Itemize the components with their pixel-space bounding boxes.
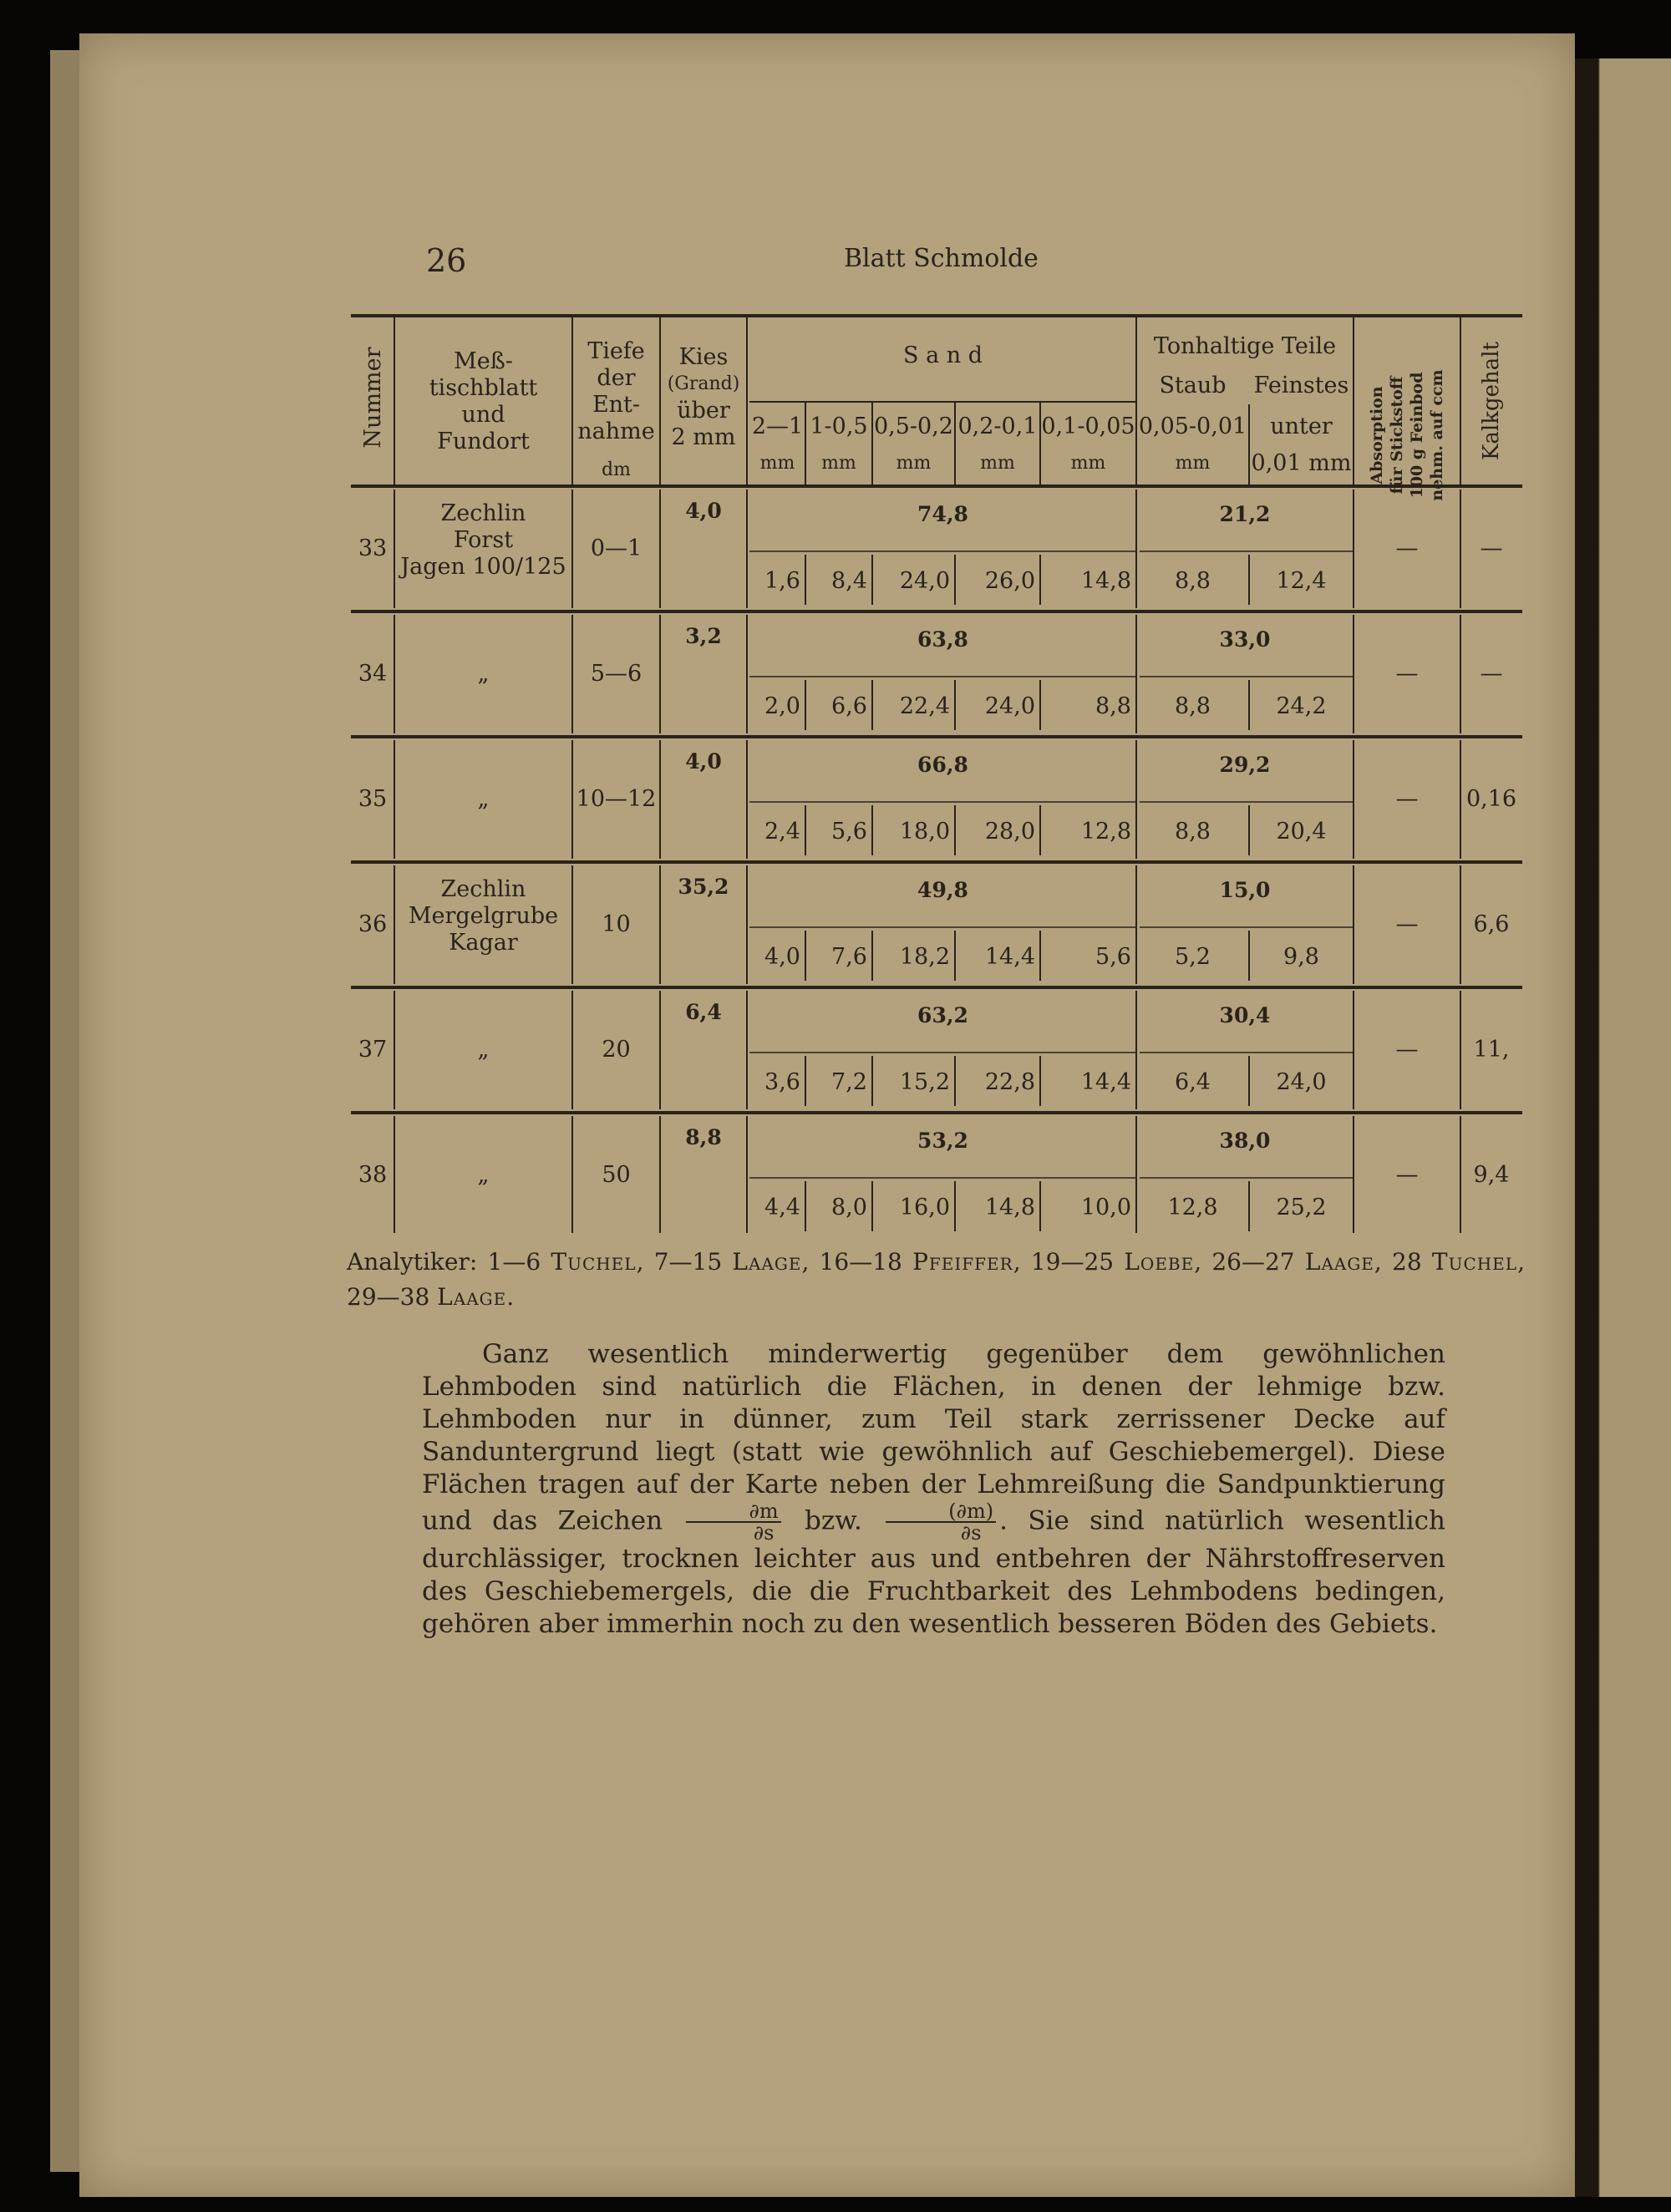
header-feinstes-unter: unter	[1270, 413, 1333, 439]
row-sand-value: 7,2	[831, 1069, 867, 1095]
header-sand-fraction: 0,5-0,2	[873, 413, 953, 439]
paragraph-text-a: Ganz wesentlich minderwertig gegenüber dem gewöhnlichen Lehmboden sind natürlich die Flächen, in denen der lehmige bzw. Lehmboden nur in dünner, zum Teil stark zerrissener Decke auf Sanduntergrund liegt (statt wie gewöhnlich auf Geschiebemergel). Diese Flächen tragen auf der Karte neben der Lehmreißung die Sandpunktierung und das Zeichen	[422, 1339, 1445, 1536]
row-fundort-line: Zechlin	[440, 876, 526, 902]
row-fundort: „	[477, 1037, 490, 1063]
fraction-denominator: ∂s	[960, 1521, 982, 1545]
row-staub-value: 8,8	[1175, 819, 1211, 845]
header-unit-mm: mm	[821, 453, 856, 474]
analyst-name: Tuchel	[551, 1248, 637, 1276]
header-nummer: Nummer	[359, 347, 386, 449]
row-staub-value: 5,2	[1175, 944, 1211, 970]
row-fundort-line: Mergelgrube	[408, 903, 559, 929]
row-sand-value: 5,6	[1095, 944, 1131, 970]
analyst-name: Laage	[732, 1248, 802, 1276]
fraction-numerator: (∂m)	[886, 1501, 996, 1523]
row-sand-value: 2,4	[764, 819, 800, 845]
row-sand-value: 3,6	[764, 1069, 800, 1095]
header-tiefe-line: der	[597, 365, 636, 391]
header-fundort-line: Meß-	[454, 348, 513, 374]
analysts-range: , 16—18	[801, 1248, 902, 1276]
row-sand-value: 8,8	[1095, 693, 1131, 719]
row-sand-total: 49,8	[917, 878, 968, 902]
row-kalkgehalt: —	[1480, 535, 1503, 561]
row-fundort: „	[477, 786, 490, 812]
analysts-range: .	[506, 1283, 515, 1311]
header-kies-line: 2 mm	[671, 424, 736, 450]
row-ton-total: 29,2	[1219, 753, 1271, 777]
row-kies: 3,2	[685, 624, 722, 648]
row-sand-value: 10,0	[1080, 1195, 1131, 1220]
row-sand-value: 8,4	[831, 568, 867, 594]
header-sand-fraction: 2—1	[751, 413, 804, 439]
row-sand-value: 18,0	[899, 819, 950, 845]
fraction-denominator: ∂s	[753, 1521, 775, 1545]
row-absorption: —	[1395, 535, 1419, 561]
header-sand-fraction: 0,2-0,1	[957, 413, 1038, 439]
row-fundort: „	[477, 1162, 490, 1188]
analyst-name: Laage	[437, 1283, 507, 1311]
row-sand-value: 7,6	[831, 944, 867, 970]
header-absorption-line: nehm. auf ccm	[1428, 369, 1446, 501]
row-ton-total: 15,0	[1219, 878, 1271, 902]
row-sand-total: 74,8	[917, 502, 968, 526]
row-sand-value: 24,0	[984, 693, 1035, 719]
header-kalkgehalt: Kalkgehalt	[1479, 341, 1504, 461]
analysts-range: , 19—25	[1013, 1248, 1115, 1276]
analysts-note	[347, 1245, 1525, 1315]
row-sand-value: 2,0	[764, 693, 800, 719]
header-tiefe-line: nahme	[577, 419, 655, 444]
row-tiefe: 5—6	[590, 661, 642, 687]
row-sand-total: 63,8	[917, 627, 968, 652]
analysts-range: , 7—15	[636, 1248, 723, 1276]
header-fundort	[394, 322, 572, 481]
row-ton-total: 38,0	[1219, 1129, 1271, 1153]
row-feinstes-value: 12,4	[1276, 568, 1327, 594]
header-tiefe-unit: dm	[602, 459, 631, 480]
row-absorption: —	[1395, 786, 1419, 812]
row-sand-value: 4,4	[764, 1195, 800, 1220]
row-sand-value: 1,6	[764, 568, 800, 594]
row-sand-value: 28,0	[984, 819, 1035, 845]
analysts-label: Analytiker:	[347, 1248, 478, 1276]
row-tiefe: 10	[602, 911, 631, 937]
header-feinstes-size: 0,01 mm	[1251, 450, 1352, 476]
row-fundort-line: Zechlin	[440, 500, 526, 526]
row-kies: 6,4	[685, 1000, 722, 1024]
analyst-name: Pfeiffer	[912, 1248, 1013, 1276]
row-fundort	[394, 495, 572, 586]
header-fundort-line: und	[461, 402, 505, 428]
header-unit-mm: mm	[896, 453, 932, 474]
header-tiefe-line: Tiefe	[587, 338, 645, 364]
row-sand-value: 22,4	[899, 693, 950, 719]
row-feinstes-value: 20,4	[1276, 819, 1327, 845]
row-staub-value: 8,8	[1175, 693, 1211, 719]
row-kies: 35,2	[678, 875, 729, 899]
facing-page-edge	[1575, 58, 1671, 2197]
row-kalkgehalt: 9,4	[1473, 1162, 1510, 1188]
row-sand-value: 16,0	[899, 1195, 950, 1220]
row-sand-value: 4,0	[764, 944, 800, 970]
analysts-range: , 26—27	[1194, 1248, 1295, 1276]
row-feinstes-value: 25,2	[1276, 1195, 1327, 1220]
row-fundort-line: Kagar	[449, 930, 518, 956]
row-absorption: —	[1395, 661, 1419, 687]
row-absorption: —	[1395, 1162, 1419, 1188]
row-tiefe: 0—1	[590, 535, 642, 561]
header-kies	[660, 322, 747, 473]
header-sand: S a n d	[902, 342, 983, 368]
header-absorption-line: Absorption	[1368, 386, 1386, 485]
symbol-fraction-dm-ds	[686, 1501, 780, 1543]
running-title: Blatt Schmolde	[844, 244, 1039, 273]
row-nummer: 33	[358, 535, 388, 561]
row-sand-value: 14,8	[984, 1195, 1035, 1220]
analysts-range: , 28	[1374, 1248, 1422, 1276]
row-absorption: —	[1395, 1037, 1419, 1063]
header-tonhaltige-teile: Tonhaltige Teile	[1153, 333, 1337, 359]
row-kies: 4,0	[685, 499, 722, 523]
row-kalkgehalt: 0,16	[1465, 786, 1517, 812]
row-nummer: 37	[358, 1037, 388, 1063]
header-fundort-line: tischblatt	[429, 375, 538, 401]
body-paragraph	[422, 1338, 1445, 1641]
analysts-range: 1—6	[487, 1248, 541, 1276]
row-feinstes-value: 9,8	[1283, 944, 1319, 970]
analysts-range: , 29—38	[347, 1248, 1525, 1311]
row-ton-total: 33,0	[1219, 627, 1271, 652]
header-fundort-line: Fundort	[437, 429, 530, 454]
soil-analysis-table	[351, 314, 1522, 1233]
row-sand-value: 12,8	[1080, 819, 1131, 845]
header-kies-line: Kies	[678, 344, 729, 370]
row-fundort-line: Forst	[453, 527, 514, 553]
row-absorption: —	[1395, 911, 1419, 937]
analyst-name: Laage	[1304, 1248, 1374, 1276]
symbol-fraction-paren-dm-ds	[886, 1501, 996, 1543]
row-nummer: 34	[358, 661, 388, 687]
header-feinstes: Feinstes	[1253, 373, 1349, 398]
row-kalkgehalt: 6,6	[1473, 911, 1510, 937]
row-feinstes-value: 24,0	[1276, 1069, 1327, 1095]
row-ton-total: 21,2	[1219, 502, 1271, 526]
row-sand-total: 66,8	[917, 753, 968, 777]
row-sand-value: 14,4	[1080, 1069, 1131, 1095]
row-sand-value: 15,2	[899, 1069, 950, 1095]
row-sand-total: 63,2	[917, 1003, 968, 1027]
header-staub: Staub	[1159, 373, 1227, 398]
row-kies: 4,0	[685, 749, 722, 774]
row-kies: 8,8	[685, 1125, 722, 1149]
header-tiefe	[572, 321, 660, 463]
row-kalkgehalt: 11,	[1473, 1037, 1510, 1063]
header-unit-mm: mm	[759, 453, 795, 474]
row-nummer: 36	[358, 911, 388, 937]
header-sand-fraction: 1-0,5	[810, 413, 868, 439]
header-kies-line: über	[677, 398, 730, 424]
row-sand-value: 26,0	[984, 568, 1035, 594]
header-kies-line: (Grand)	[667, 373, 740, 394]
row-sand-value: 14,8	[1080, 568, 1131, 594]
header-staub-fraction: 0,05-0,01	[1138, 413, 1247, 439]
row-kalkgehalt: —	[1480, 661, 1503, 687]
row-feinstes-value: 24,2	[1276, 693, 1327, 719]
analyst-name: Tuchel	[1431, 1248, 1518, 1276]
row-fundort	[394, 870, 572, 962]
header-unit-mm: mm	[980, 453, 1015, 474]
row-sand-value: 18,2	[899, 944, 950, 970]
row-sand-value: 24,0	[899, 568, 950, 594]
row-staub-value: 12,8	[1167, 1195, 1218, 1220]
row-sand-value: 22,8	[984, 1069, 1035, 1095]
header-tiefe-line: Ent-	[592, 392, 641, 418]
row-fundort: „	[477, 661, 490, 687]
row-sand-total: 53,2	[917, 1129, 968, 1153]
row-nummer: 35	[358, 786, 388, 812]
analyst-name: Loebe	[1124, 1248, 1195, 1276]
row-staub-value: 6,4	[1175, 1069, 1211, 1095]
row-fundort-line: Jagen 100/125	[400, 554, 566, 580]
header-unit-mm: mm	[1175, 453, 1211, 474]
header-sand-fraction: 0,1-0,05	[1041, 413, 1135, 439]
fraction-numerator: ∂m	[686, 1501, 780, 1523]
row-tiefe: 20	[602, 1037, 631, 1063]
row-tiefe: 50	[602, 1162, 631, 1188]
row-sand-value: 6,6	[831, 693, 867, 719]
row-sand-value: 14,4	[984, 944, 1035, 970]
header-unit-mm: mm	[1070, 453, 1106, 474]
header-absorption-line: 100 g Feinbod	[1408, 372, 1426, 499]
header-absorption-line: für Stickstoff	[1388, 376, 1406, 495]
row-sand-value: 8,0	[831, 1195, 867, 1220]
row-sand-value: 5,6	[831, 819, 867, 845]
row-tiefe: 10—12	[576, 786, 657, 812]
page-number: 26	[426, 242, 467, 279]
row-staub-value: 8,8	[1175, 568, 1211, 594]
row-ton-total: 30,4	[1219, 1003, 1271, 1027]
paragraph-text-c: . Sie sind natürlich wesentlich durchlässiger, trocknen leichter aus und entbehren der Nährstoffreserven des Geschiebemergels, die die Fruchtbarkeit des Lehmbodens bedingen, gehören aber immerhin noch zu den wesentlich besseren Böden des Gebiets.	[422, 1505, 1446, 1639]
row-nummer: 38	[358, 1162, 388, 1188]
paragraph-text-b: bzw.	[804, 1505, 862, 1536]
